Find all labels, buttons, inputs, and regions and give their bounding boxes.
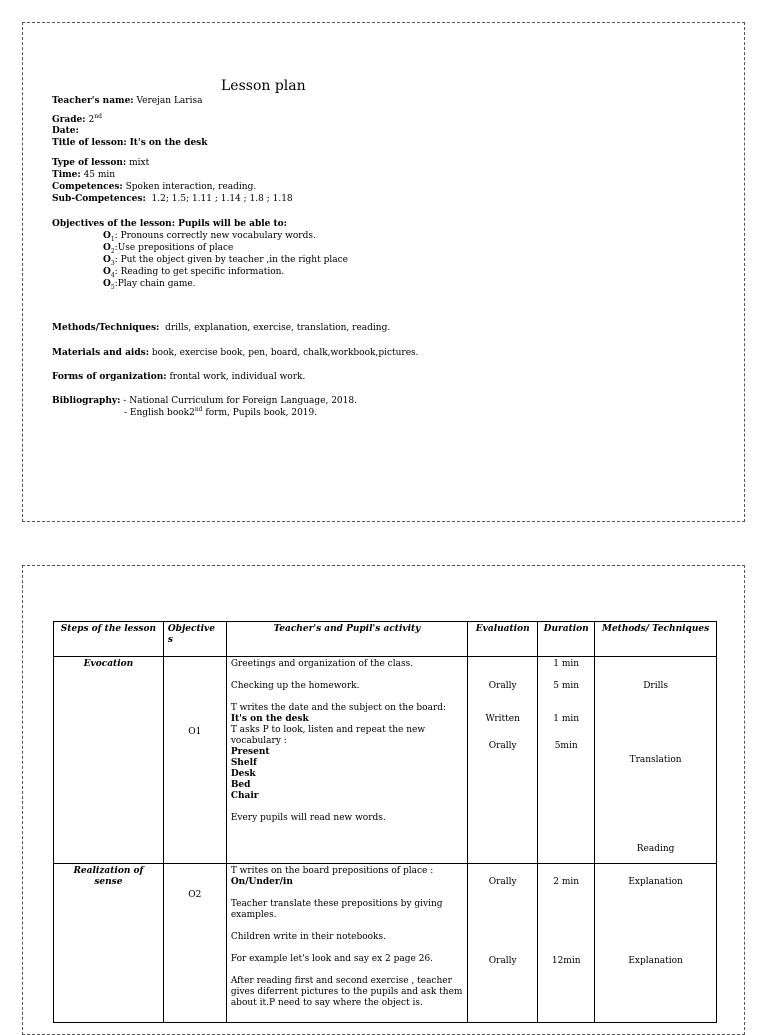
sub-competences-label: Sub-Competences: bbox=[52, 194, 146, 204]
methods-line bbox=[52, 323, 390, 334]
methods-cell: Drills Translation Reading bbox=[595, 657, 717, 864]
objective-item: $O_1$: Pronouns correctly new vocabulary words. bbox=[103, 231, 316, 243]
time-value: 45 min bbox=[83, 170, 116, 180]
objective-item: $O_5:Play$ chain game. bbox=[103, 279, 196, 291]
table-row bbox=[54, 864, 717, 1023]
objectives-heading: Objectives of the lesson: Pupils will be able to: bbox=[52, 219, 287, 229]
step-realization: Realization of sense bbox=[54, 864, 164, 1023]
methods-cell: Explanation Explanation bbox=[595, 864, 717, 1023]
duration-cell: 1 min 5 min 1 min 5min bbox=[538, 657, 595, 864]
competences-label: Competences: bbox=[52, 182, 123, 192]
methods-value: drills, explanation, exercise, translation, reading. bbox=[165, 323, 391, 333]
type-value: mixt bbox=[129, 158, 150, 168]
evaluation-cell: Orally Written Orally bbox=[468, 657, 538, 864]
header-activity: Teacher's and Pupil's activity bbox=[226, 622, 467, 657]
teacher-value: Verejan Larisa bbox=[136, 96, 203, 106]
bibliography-label: Bibliography: bbox=[52, 396, 121, 406]
objective-cell: O2 bbox=[163, 864, 226, 1023]
objective-item: $O_2:Use$ prepositions of place bbox=[103, 243, 234, 255]
forms-line bbox=[52, 372, 305, 383]
type-line bbox=[52, 158, 149, 169]
lesson-plan-page-1 bbox=[22, 22, 745, 522]
time-label: Time: bbox=[52, 170, 81, 180]
grade-value: 2 bbox=[88, 115, 95, 125]
lesson-title-line bbox=[52, 138, 207, 149]
bibliography-line-1: Bibliography: - National Curriculum for Foreign Language, 2018. bbox=[52, 396, 357, 406]
header-evaluation: Evaluation bbox=[468, 622, 538, 657]
page-title: Lesson plan bbox=[221, 78, 306, 94]
methods-label: Methods/Techniques: bbox=[52, 323, 160, 333]
table-header-row bbox=[54, 622, 717, 657]
duration-cell: 2 min 12min bbox=[538, 864, 595, 1023]
objective-item: $O_3$: Put the object given by teacher ,in the right place bbox=[103, 255, 348, 267]
grade-line bbox=[52, 115, 102, 126]
competences-value: Spoken interaction, reading. bbox=[125, 182, 257, 192]
objective-item: $O_4$: Reading to get specific information. bbox=[103, 267, 285, 279]
type-label: Type of lesson: bbox=[52, 158, 127, 168]
materials-line bbox=[52, 348, 419, 359]
grade-label: Grade: bbox=[52, 115, 86, 125]
lesson-steps-table bbox=[53, 621, 717, 1023]
forms-value: frontal work, individual work. bbox=[169, 372, 306, 382]
sub-competences-line bbox=[52, 194, 293, 205]
teacher-line bbox=[52, 96, 202, 107]
time-line bbox=[52, 170, 115, 181]
activity-cell: Greetings and organization of the class. Checking up the homework. T writes the date and the subject on the board: It's on the desk T asks P to look, listen and repeat the new vocabulary : Present Shelf Desk Bed Chair Every pupils will read new words. bbox=[226, 657, 467, 864]
date-label: Date: bbox=[52, 126, 79, 136]
lesson-title-value: It's on the desk bbox=[129, 138, 208, 148]
activity-cell: T writes on the board prepositions of place : On/Under/in Teacher translate these prepositions by giving examples. Children write in their notebooks. For example let's look and say ex 2 page 26. After reading first and second exercise , teacher gives diferrent pictures to the pupils and ask them about it.P need to say where the object is. bbox=[226, 864, 467, 1023]
materials-value: book, exercise book, pen, board, chalk,workbook,pictures. bbox=[151, 348, 419, 358]
table-row bbox=[54, 657, 717, 864]
objective-cell: O1 bbox=[163, 657, 226, 864]
date-line bbox=[52, 126, 79, 137]
grade-sup: nd bbox=[94, 113, 102, 120]
sub-competences-value: 1.2; 1.5; 1.11 ; 1.14 ; 1.8 ; 1.18 bbox=[151, 194, 293, 204]
header-methods: Methods/ Techniques bbox=[595, 622, 717, 657]
header-duration: Duration bbox=[538, 622, 595, 657]
bibliography-line-2: - English book2nd form, Pupils book, 2019. bbox=[124, 406, 318, 418]
teacher-label: Teacher's name: bbox=[52, 96, 134, 106]
header-objectives: Objective s bbox=[163, 622, 226, 657]
forms-label: Forms of organization: bbox=[52, 372, 167, 382]
step-evocation: Evocation bbox=[54, 657, 164, 864]
evaluation-cell: Orally Orally bbox=[468, 864, 538, 1023]
materials-label: Materials and aids: bbox=[52, 348, 150, 358]
header-steps: Steps of the lesson bbox=[54, 622, 164, 657]
lesson-plan-page-2 bbox=[22, 565, 745, 1035]
competences-line bbox=[52, 182, 256, 193]
lesson-title-label: Title of lesson: bbox=[52, 138, 127, 148]
